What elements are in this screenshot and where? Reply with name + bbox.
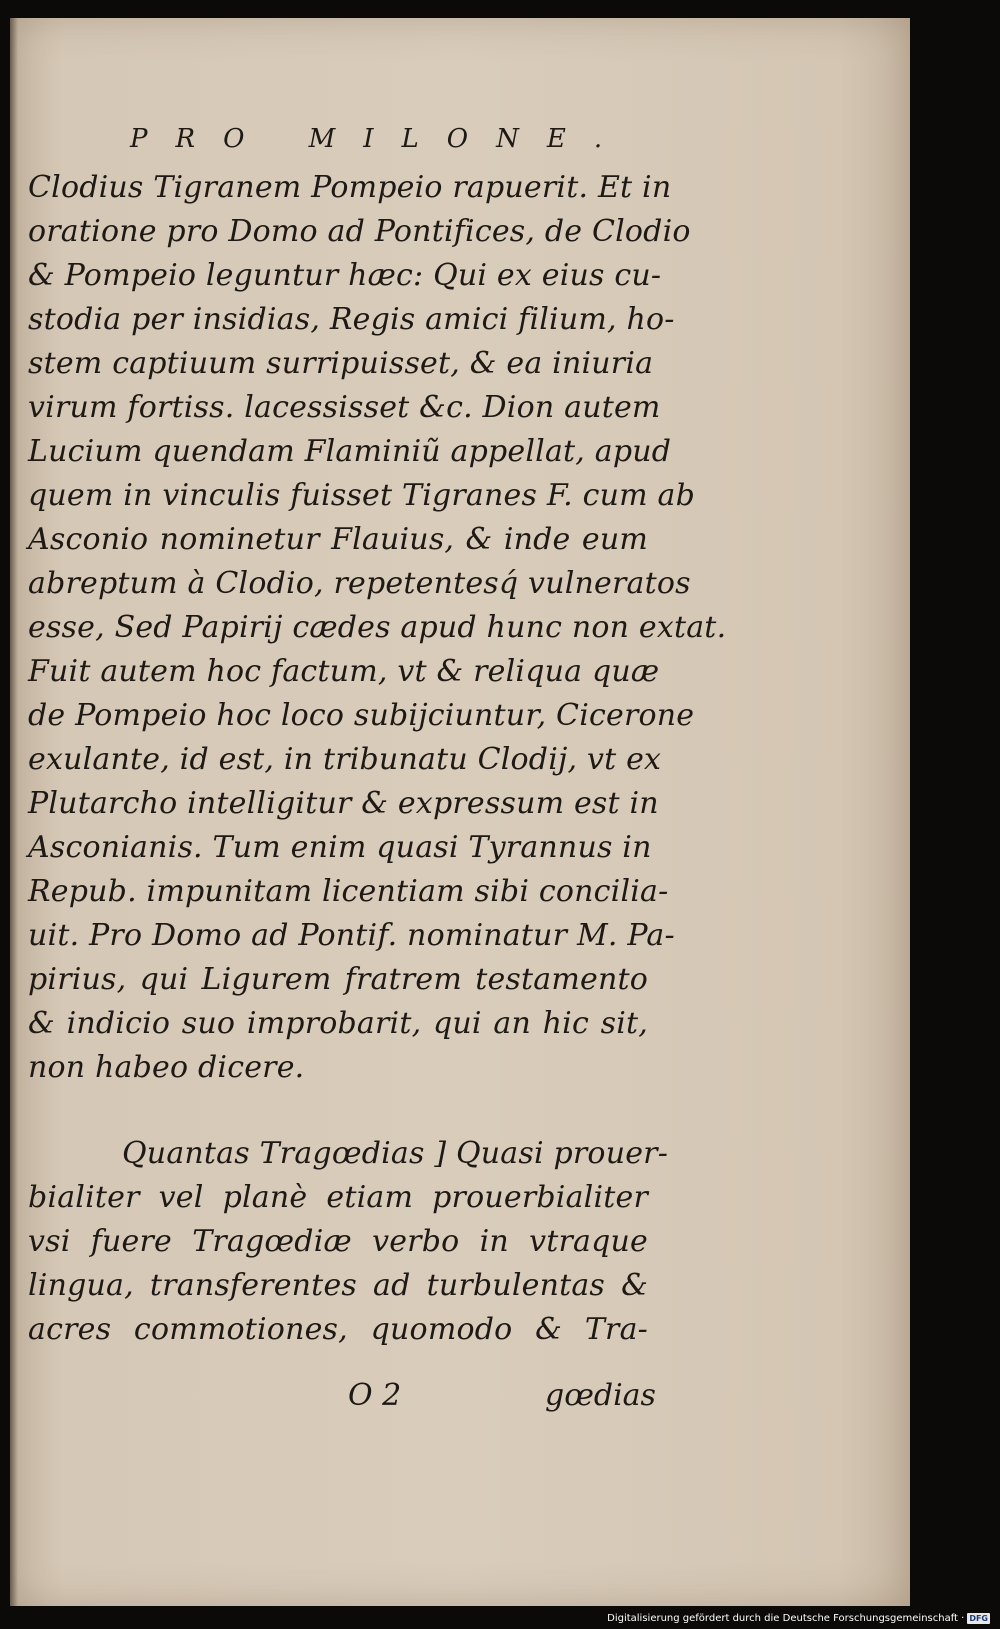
text-line: de Pompeio hoc loco subijciuntur, Cicerone [28,698,695,733]
credit-text: Digitalisierung gefördert durch die Deutsche Forschungsgemeinschaft · [607,1612,965,1624]
text-line: & indicio suo improbarit, qui an hic sit, [28,1006,648,1041]
text-line: Plutarcho intelligitur & expressum est in [28,786,659,821]
text-line: non habeo dicere. [28,1050,305,1085]
book-page [10,18,910,1606]
digitization-credit [607,1610,990,1626]
text-line: virum fortiss. lacessisset &c. Dion autem [28,390,661,425]
lemma-line: Quantas Tragœdias ] Quasi prouer- [122,1136,669,1171]
dfg-logo: DFG [969,1613,988,1623]
text-line: oratione pro Domo ad Pontifices, de Clodio [28,214,691,249]
text-line: exulante, id est, in tribunatu Clodij, vt ex [28,742,662,777]
text-line: Repub. impunitam licentiam sibi concilia- [28,874,669,909]
text-line: Asconio nominetur Flauius, & inde eum [28,522,648,557]
text-line: esse, Sed Papirij cædes apud hunc non extat. [28,610,727,645]
text-line: abreptum à Clodio, repetentesq́ vulneratos [28,566,691,601]
text-line: & Pompeio leguntur hæc: Qui ex eius cu- [28,258,662,293]
text-line: acres commotiones, quomodo & Tra- [28,1312,648,1347]
text-line: Fuit autem hoc factum, vt & reliqua quæ [28,654,660,689]
catchword: gœdias [545,1378,656,1413]
signature-mark: O 2 [348,1378,402,1413]
text-line: bialiter vel planè etiam prouerbialiter [28,1180,648,1215]
text-line: vsi fuere Tragœdiæ verbo in vtraque [28,1224,648,1259]
text-line: Clodius Tigranem Pompeio rapuerit. Et in [28,170,672,205]
running-head: PRO MILONE. [130,124,631,154]
text-line: Asconianis. Tum enim quasi Tyrannus in [28,830,652,865]
text-line: pirius, qui Ligurem fratrem testamento [28,962,648,997]
text-line: uit. Pro Domo ad Pontif. nominatur M. Pa- [28,918,675,953]
text-line: stodia per insidias, Regis amici filium, ho- [28,302,675,337]
text-line: quem in vinculis fuisset Tigranes F. cum ab [28,478,696,513]
text-line: lingua, transferentes ad turbulentas & [28,1268,648,1303]
text-line: stem captiuum surripuisset, & ea iniuria [28,346,654,381]
text-line: Lucium quendam Flaminiũ appellat, apud [28,434,672,469]
